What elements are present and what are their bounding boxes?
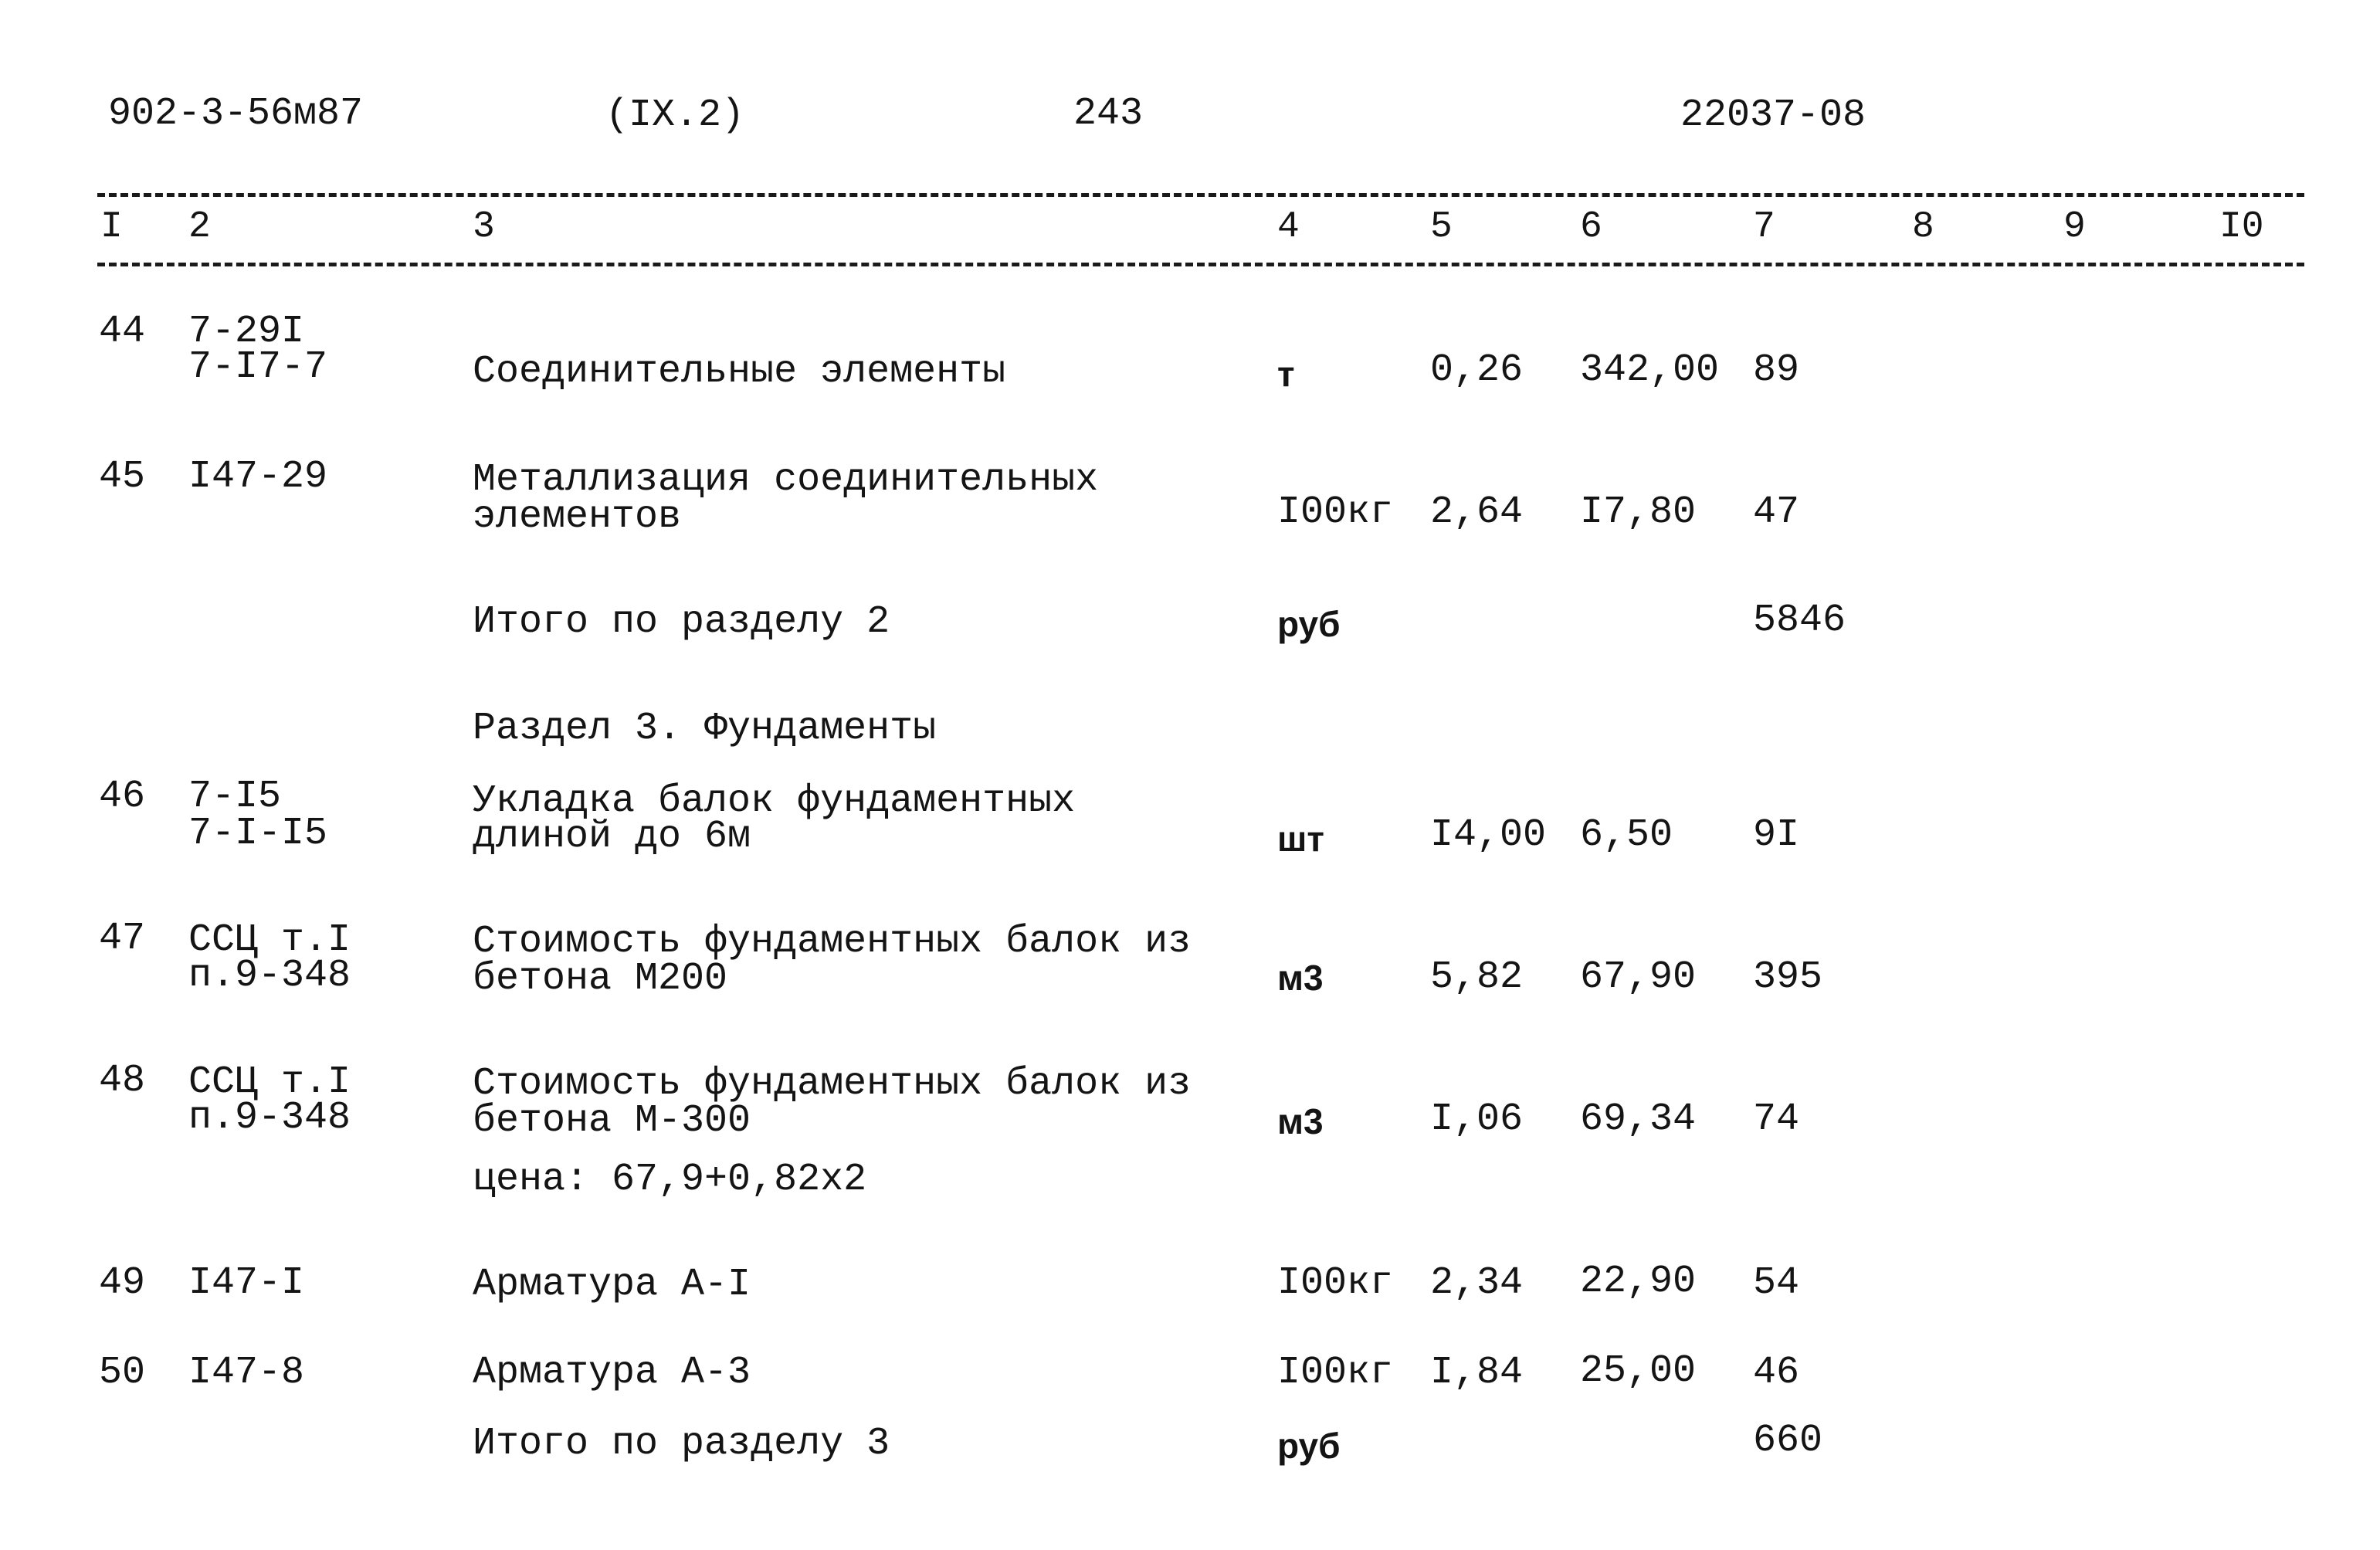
- row-total: 660: [1753, 1419, 1823, 1463]
- row-name: Итого по разделу 3: [473, 1422, 890, 1466]
- row-name: бетона М200: [473, 957, 728, 1001]
- row-code: 7-I-I5: [188, 812, 328, 856]
- row-price: 6,50: [1580, 813, 1673, 857]
- row-code: 7-29I: [188, 310, 305, 354]
- header-top-divider: [97, 193, 2304, 197]
- page-number: 243: [1073, 92, 1144, 136]
- row-name: элементов: [473, 495, 682, 539]
- row-price: 22,90: [1580, 1260, 1697, 1304]
- column-header-6: 6: [1580, 206, 1602, 248]
- row-total: 395: [1753, 955, 1823, 999]
- column-header-7: 7: [1753, 206, 1775, 248]
- row-total: 54: [1753, 1261, 1800, 1305]
- column-header-2: 2: [188, 206, 211, 248]
- row-code: п.9-348: [188, 1096, 351, 1140]
- row-total: 47: [1753, 490, 1800, 534]
- row-name: бетона М-300: [473, 1099, 751, 1143]
- row-code: ССЦ т.I: [188, 1060, 351, 1104]
- row-number: 49: [99, 1261, 146, 1305]
- row-unit: т: [1277, 354, 1295, 394]
- row-name: Металлизация соединительных: [473, 458, 1099, 502]
- row-quantity: I,84: [1430, 1351, 1524, 1395]
- column-header-1: I: [100, 206, 123, 248]
- row-number: 50: [99, 1351, 146, 1395]
- column-header-5: 5: [1430, 206, 1453, 248]
- row-name: длиной до 6м: [473, 815, 751, 859]
- row-name: Арматура А-3: [473, 1351, 751, 1395]
- column-header-9: 9: [2063, 206, 2086, 248]
- row-name: Стоимость фундаментных балок из: [473, 1062, 1192, 1106]
- row-code: I47-8: [188, 1351, 305, 1395]
- row-total: 9I: [1753, 813, 1800, 857]
- row-price: 67,90: [1580, 955, 1697, 999]
- row-name: Итого по разделу 2: [473, 600, 890, 644]
- row-total: 46: [1753, 1351, 1800, 1395]
- row-total: 74: [1753, 1097, 1800, 1141]
- row-quantity: I,06: [1430, 1097, 1524, 1141]
- row-price: 69,34: [1580, 1097, 1697, 1141]
- row-total: 5846: [1753, 599, 1846, 643]
- row-name: Укладка балок фундаментных: [473, 779, 1076, 823]
- row-number: 45: [99, 455, 146, 499]
- row-code: I47-29: [188, 455, 328, 499]
- row-unit: I00кг: [1277, 1351, 1394, 1395]
- column-header-4: 4: [1277, 206, 1300, 248]
- column-header-3: 3: [473, 206, 495, 248]
- row-unit: м3: [1277, 1101, 1324, 1141]
- row-name: Арматура А-I: [473, 1263, 751, 1307]
- section-heading: Раздел 3. Фундаменты: [473, 707, 937, 751]
- column-header-10: I0: [2219, 206, 2264, 248]
- row-unit: руб: [1277, 1426, 1341, 1466]
- row-name: Соединительные элементы: [473, 350, 1006, 394]
- row-note: цена: 67,9+0,82х2: [473, 1158, 867, 1202]
- row-code: п.9-348: [188, 954, 351, 998]
- row-number: 44: [99, 310, 146, 354]
- row-code: I47-I: [188, 1261, 305, 1305]
- row-unit: шт: [1277, 819, 1324, 859]
- section-code: (IX.2): [605, 93, 745, 137]
- row-number: 46: [99, 775, 146, 819]
- row-price: 25,00: [1580, 1349, 1697, 1393]
- row-unit: I00кг: [1277, 490, 1394, 534]
- row-code: 7-I7-7: [188, 345, 328, 389]
- row-price: I7,80: [1580, 490, 1697, 534]
- row-quantity: 2,34: [1430, 1261, 1524, 1305]
- column-header-8: 8: [1912, 206, 1934, 248]
- row-code: 7-I5: [188, 775, 282, 819]
- row-unit: I00кг: [1277, 1261, 1394, 1305]
- row-quantity: 2,64: [1430, 490, 1524, 534]
- row-total: 89: [1753, 348, 1800, 392]
- row-quantity: I4,00: [1430, 813, 1547, 857]
- header-bottom-divider: [97, 263, 2304, 266]
- row-code: ССЦ т.I: [188, 918, 351, 962]
- row-number: 47: [99, 917, 146, 961]
- row-unit: м3: [1277, 958, 1324, 998]
- row-quantity: 5,82: [1430, 955, 1524, 999]
- doc-code: 902-3-56м87: [108, 92, 364, 136]
- sheet-code: 22037-08: [1680, 93, 1866, 137]
- row-quantity: 0,26: [1430, 348, 1524, 392]
- row-unit: руб: [1277, 604, 1341, 644]
- row-name: Стоимость фундаментных балок из: [473, 920, 1192, 964]
- row-price: 342,00: [1580, 348, 1720, 392]
- row-number: 48: [99, 1059, 146, 1103]
